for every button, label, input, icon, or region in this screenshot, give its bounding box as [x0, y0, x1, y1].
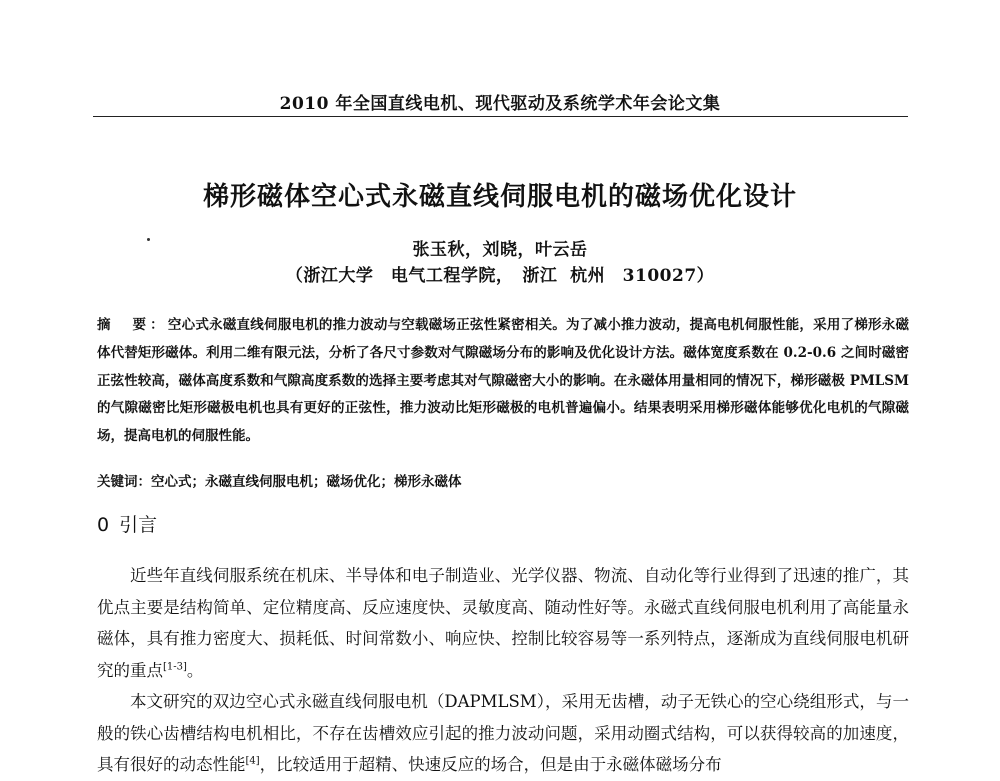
paragraph-1-end: 。	[186, 660, 204, 680]
paper-authors: 张玉秋，刘晓，叶云岳	[412, 240, 588, 260]
keywords-label: 关键词：	[97, 474, 151, 490]
paragraph-1-text: 近些年直线伺服系统在机床、半导体和电子制造业、光学仪器、物流、自动化等行业得到了迅速的推广，其优点主要是结构简单、定位精度高、反应速度快、灵敏度高、随动性好等。永磁式直线伺服电机利用了高能量永磁体，具有推力密度大、损耗低、时间常数小、响应快、控制比较容易等一系列特点，逐渐成为直线伺服电机研究的重点	[97, 566, 909, 680]
citation: [4]	[245, 755, 260, 767]
section-title: 引言	[119, 514, 158, 536]
running-header: 2010 年全国直线电机、现代驱动及系统学术年会论文集	[279, 94, 721, 114]
keywords-text: 空心式；永磁直线伺服电机；磁场优化；梯形永磁体	[151, 474, 462, 490]
abstract	[97, 312, 909, 451]
section-heading	[97, 510, 157, 537]
paragraph-1	[97, 560, 909, 686]
abstract-text: 空心式永磁直线伺服电机的推力波动与空载磁场正弦性紧密相关。为了减小推力波动，提高电机伺服性能，采用了梯形永磁体代替矩形磁体。利用二维有限元法，分析了各尺寸参数对气隙磁场分布的影响及优化设计方法。磁体宽度系数在 0.2-0.6 之间时磁密正弦性较高，磁体高度系数和气隙高度系数的选择主要考虑其对气隙磁密大小的影响。在永磁体用量相同的情况下，梯形磁极 PMLSM 的气隙磁密比矩形磁极电机也具有更好的正弦性，推力波动比矩形磁极的电机普遍偏小。结果表明采用梯形磁体能够优化电机的气隙磁场，提高电机的伺服性能。	[97, 317, 910, 445]
paper-title: 梯形磁体空心式永磁直线伺服电机的磁场优化设计	[202, 182, 797, 212]
paragraph-2-text-b: ，比较适用于超精、快速反应的场合，但是由于永磁体磁场分布	[259, 755, 722, 774]
paragraph-2	[97, 686, 909, 781]
citation: [1-3]	[163, 661, 187, 672]
header-divider	[93, 116, 908, 117]
section-number: 0	[97, 514, 110, 536]
paragraph-2-text-a: 本文研究的双边空心式永磁直线伺服电机（DAPMLSM），采用无齿槽，动子无铁心的空心绕组形式，与一般的铁心齿槽结构电机相比，不存在齿槽效应引起的推力波动问题，采用动圈式结构，可以获得较高的加速度，具有很好的动态性能	[97, 692, 909, 774]
abstract-label: 摘 要：	[97, 317, 168, 333]
body-text	[97, 560, 909, 781]
keywords	[97, 470, 909, 490]
paper-affiliation: （浙江大学 电气工程学院， 浙江 杭州 310027）	[285, 266, 715, 286]
